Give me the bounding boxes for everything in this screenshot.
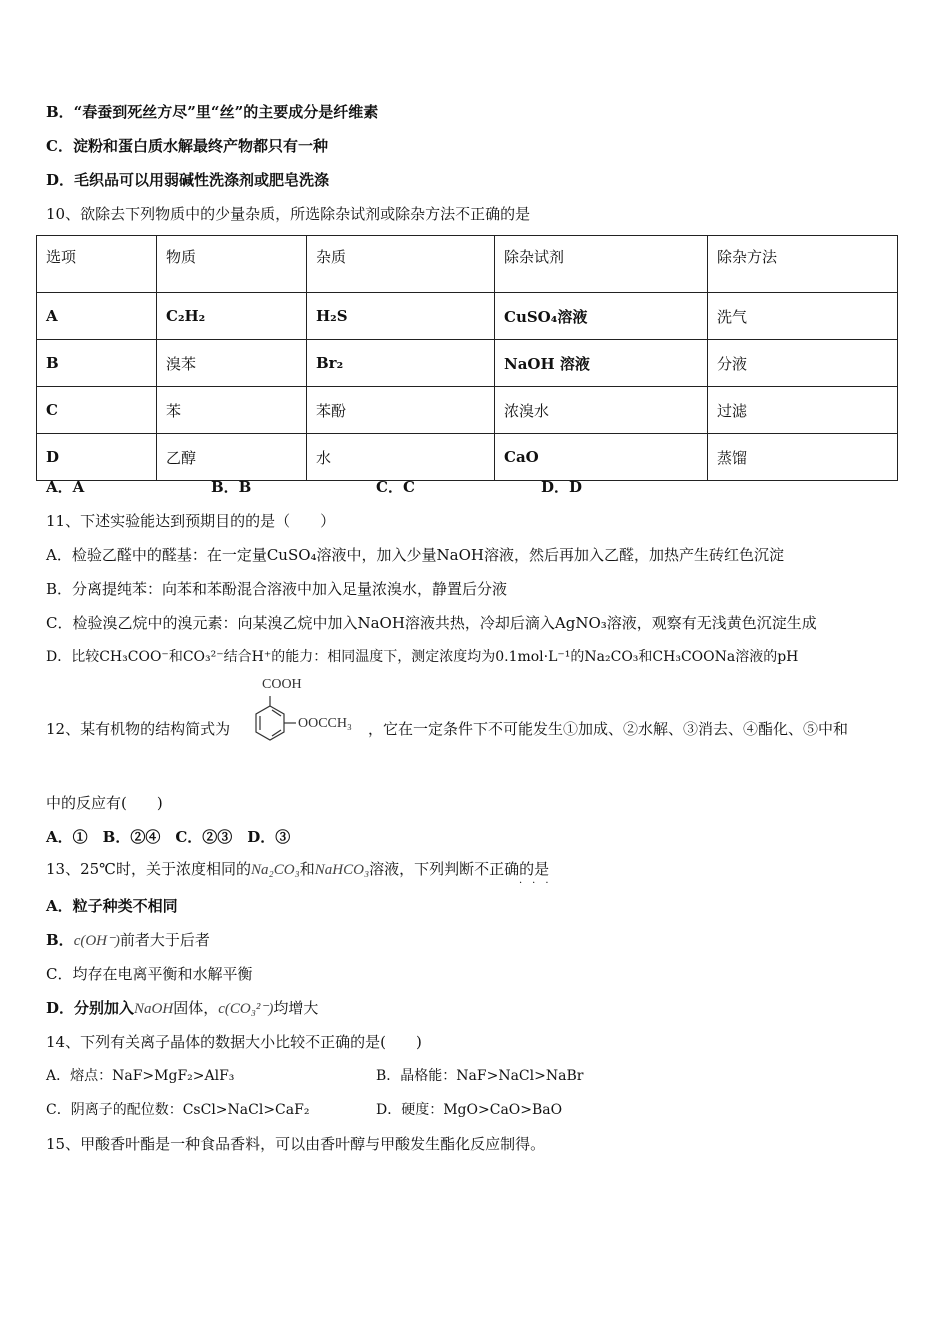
- table-cell: 苯: [157, 387, 307, 434]
- q12-stem-suffix: ，它在一定条件下不可能发生①加成、②水解、③消去、④酯化、⑤中和: [368, 720, 849, 738]
- table-header-cell: 除杂方法: [708, 236, 898, 293]
- table-cell: 水: [307, 434, 495, 481]
- table-cell: C: [37, 387, 157, 434]
- q10-choice-b: B．B: [211, 478, 252, 496]
- q9-option-b: B．“春蚕到死丝方尽”里“丝”的主要成分是纤维素: [46, 103, 379, 121]
- q15-stem: 15、甲酸香叶酯是一种食品香料，可以由香叶醇与甲酸发生酯化反应制得。: [46, 1135, 546, 1153]
- table-cell: A: [37, 293, 157, 340]
- table-cell: C₂H₂: [157, 293, 307, 340]
- q13-option-a: A．粒子种类不相同: [46, 897, 178, 915]
- q13-formula-na2co3: Na₂CO₃: [250, 862, 300, 878]
- table-cell: CaO: [495, 434, 708, 481]
- q13-option-b: [46, 930, 210, 951]
- q13-option-b-label: B．: [46, 931, 74, 949]
- q10-choices: [46, 477, 582, 497]
- table-cell: NaOH 溶液: [495, 340, 708, 387]
- q12-stem-continued: 中的反应有( ): [46, 794, 163, 812]
- table-cell: 乙醇: [157, 434, 307, 481]
- q12-stem-prefix: 12、某有机物的结构简式为: [46, 720, 231, 738]
- q13-option-d-formula-naoh: NaOH: [134, 1001, 174, 1017]
- table-cell: 苯酚: [307, 387, 495, 434]
- q11-option-a: A．检验乙醛中的醛基：在一定量CuSO₄溶液中，加入少量NaOH溶液，然后再加入乙醛，加热产生砖红色沉淀: [46, 546, 785, 564]
- q13-option-d-text: 均增大: [273, 999, 319, 1017]
- q12-choices: A．① B．②④ C．②③ D．③: [46, 828, 291, 846]
- q13-stem-c: 溶液，下列判断不正确的是: [369, 860, 550, 878]
- q11-option-c: C．检验溴乙烷中的溴元素：向某溴乙烷中加入NaOH溶液共热，冷却后滴入AgNO₃溶液，观察有无浅黄色沉淀生成: [46, 614, 817, 632]
- table-cell: 溴苯: [157, 340, 307, 387]
- q14-option-a: A．熔点：NaF>MgF₂>AlF₃: [46, 1068, 235, 1084]
- emphasis-dots: ···: [519, 878, 559, 889]
- q13-option-d-mid: 固体，: [173, 999, 219, 1017]
- table-cell: 蒸馏: [708, 434, 898, 481]
- q13-option-d: [46, 998, 318, 1019]
- table-header-cell: 物质: [157, 236, 307, 293]
- q14-option-b: B．晶格能：NaF>NaCl>NaBr: [376, 1068, 584, 1084]
- q9-option-d: D．毛织品可以用弱碱性洗涤剂或肥皂洗涤: [46, 171, 330, 189]
- q13-stem-b: 和: [299, 860, 315, 878]
- table-cell: B: [37, 340, 157, 387]
- table-row: [37, 387, 898, 434]
- table-header-cell: 除杂试剂: [495, 236, 708, 293]
- table-row: [37, 340, 898, 387]
- q11-option-d: D．比较CH₃COO⁻和CO₃²⁻结合H⁺的能力：相同温度下，测定浓度均为0.1mol·L⁻¹的Na₂CO₃和CH₃COONa溶液的pH: [46, 649, 799, 665]
- q14-stem: 14、下列有关离子晶体的数据大小比较不正确的是( ): [46, 1033, 422, 1051]
- table-cell: H₂S: [307, 293, 495, 340]
- q10-choice-a: A．A: [46, 478, 85, 496]
- q10-stem: 10、欲除去下列物质中的少量杂质，所选除杂试剂或除杂方法不正确的是: [46, 205, 531, 223]
- table-header-cell: 杂质: [307, 236, 495, 293]
- q13-option-b-formula: c(OH⁻): [73, 933, 120, 949]
- table-cell: Br₂: [307, 340, 495, 387]
- table-cell: 浓溴水: [495, 387, 708, 434]
- q13-option-c: C．均存在电离平衡和水解平衡: [46, 965, 253, 983]
- q13-formula-nahco3: NaHCO₃: [314, 862, 370, 878]
- q13-option-d-formula-co3: c(CO₃²⁻): [218, 1001, 274, 1017]
- q9-option-c: C．淀粉和蛋白质水解最终产物都只有一种: [46, 137, 328, 155]
- struct-ester-label: OOCCH₃: [298, 716, 352, 731]
- q10-table: [36, 235, 898, 481]
- q13-stem: [46, 859, 549, 880]
- q14-option-c: C．阴离子的配位数：CsCl>NaCl>CaF₂: [46, 1102, 310, 1118]
- table-cell: 过滤: [708, 387, 898, 434]
- q13-option-d-label: D．分别加入: [46, 999, 135, 1017]
- q11-stem: 11、下述实验能达到预期目的的是（ ）: [46, 512, 336, 530]
- table-row: [37, 434, 898, 481]
- table-header-row: [37, 236, 898, 293]
- q11-option-b: B．分离提纯苯：向苯和苯酚混合溶液中加入足量浓溴水，静置后分液: [46, 580, 508, 598]
- q13-stem-a: 13、25℃时，关于浓度相同的: [46, 860, 251, 878]
- q14-option-d: D．硬度：MgO>CaO>BaO: [376, 1102, 563, 1118]
- q13-option-b-text: 前者大于后者: [119, 931, 210, 949]
- table-row: [37, 293, 898, 340]
- q10-choice-d: D．D: [541, 478, 583, 496]
- table-cell: CuSO₄溶液: [495, 293, 708, 340]
- table-cell: 洗气: [708, 293, 898, 340]
- q10-choice-c: C．C: [376, 478, 415, 496]
- table-cell: D: [37, 434, 157, 481]
- struct-cooh-label: COOH: [262, 677, 302, 692]
- table-header-cell: 选项: [37, 236, 157, 293]
- table-cell: 分液: [708, 340, 898, 387]
